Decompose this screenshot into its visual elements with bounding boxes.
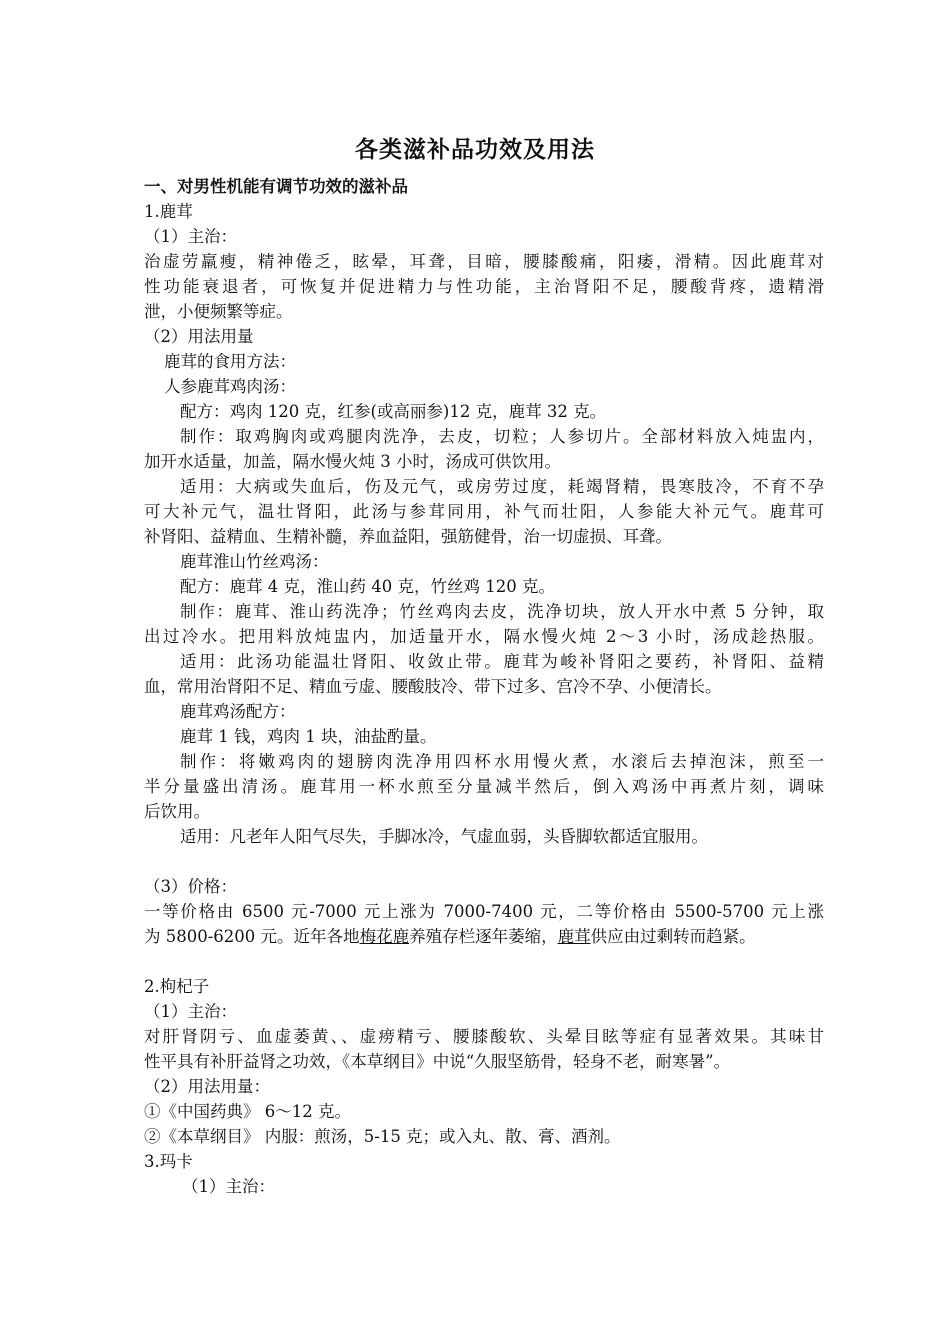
link-meihualu[interactable]: 梅花鹿	[359, 927, 410, 946]
recipe-name: 鹿茸淮山竹丝鸡汤：	[180, 552, 329, 571]
recipe-method-line: 半分量盛出清汤。鹿茸用一杯水煎至分量减半然后，倒入鸡汤中再煮片刻，调味	[144, 777, 824, 796]
recipe-method-line: 出过冷水。把用料放炖盅内，加适量开水，隔水慢火炖 2～3 小时，汤成趁热服。	[144, 627, 824, 646]
recipe-method-line: 制作：取鸡胸肉或鸡腿肉洗净，去皮，切粒；人参切片。全部材料放入炖盅内，	[180, 427, 824, 446]
recipe-usage-line: 适用：大病或失血后，伤及元气，或房劳过度，耗竭肾精，畏寒肢冷，不育不孕	[180, 477, 824, 496]
subheading-zhuzhi: （1）主治：	[144, 1002, 237, 1021]
recipe-formula: 配方：鹿茸 4 克，淮山药 40 克，竹丝鸡 120 克。	[180, 577, 555, 596]
recipe-usage-line: 补肾阳、益精血、生精补髓，养血益阳，强筋健骨，治一切虚损、耳聋。	[144, 527, 672, 546]
recipe-method-line: 制作：鹿茸、淮山药洗净；竹丝鸡肉去皮，洗净切块，放人开水中煮 5 分钟，取	[180, 602, 824, 621]
usage-item: ②《本草纲目》 内服：煎汤，5-15 克；或入丸、散、膏、酒剂。	[144, 1127, 621, 1146]
paragraph-line: 性平具有补肝益肾之功效，《本草纲目》中说“久服坚筋骨，轻身不老，耐寒暑”。	[144, 1052, 731, 1071]
recipe-formula: 鹿茸 1 钱，鸡肉 1 块，油盐酌量。	[180, 727, 437, 746]
recipe-usage-line: 适用：凡老年人阳气尽失，手脚冰冷，气虚血弱，头昏脚软都适宜服用。	[180, 827, 708, 846]
blank-line	[144, 849, 824, 874]
subheading-price: （3）价格：	[144, 877, 237, 896]
price-text: 供应由过剩转而趋紧。	[590, 927, 756, 946]
document-title: 各类滋补品功效及用法	[355, 137, 595, 163]
recipe-formula: 配方：鸡肉 120 克，红参(或高丽参)12 克，鹿茸 32 克。	[180, 402, 607, 421]
link-lurong[interactable]: 鹿茸	[557, 927, 591, 946]
recipe-method-line: 加开水适量，加盖，隔水慢火炖 3 小时，汤成可供饮用。	[144, 452, 561, 471]
paragraph-line: 对肝肾阴亏、血虚萎黄、、虚痨精亏、腰膝酸软、头晕目眩等症有显著效果。其味甘	[144, 1027, 824, 1046]
recipe-name: 人参鹿茸鸡肉汤：	[164, 377, 296, 396]
item-title-gouqi: 2.枸杞子	[144, 977, 210, 996]
subheading-zhuzhi: （1）主治：	[182, 1177, 275, 1196]
paragraph-line: 治虚劳羸瘦，精神倦乏，眩晕，耳聋，目暗，腰膝酸痛，阳痿，滑精。因此鹿茸对	[144, 252, 824, 271]
paragraph-line: 性功能衰退者，可恢复并促进精力与性功能，主治肾阳不足，腰酸背疼，遗精滑	[144, 277, 824, 296]
price-line: 一等价格由 6500 元-7000 元上涨为 7000-7400 元，二等价格由 5500-5700 元上涨	[144, 902, 824, 921]
subheading-usage: （2）用法用量：	[144, 1077, 270, 1096]
document-body	[144, 174, 824, 1199]
section-heading: 一、对男性机能有调节功效的滋补品	[144, 177, 408, 196]
recipe-usage-line: 血，常用治肾阳不足、精血亏虚、腰酸肢冷、带下过多、宫冷不孕、小便清长。	[144, 677, 722, 696]
usage-intro: 鹿茸的食用方法：	[164, 352, 296, 371]
recipe-method-line: 制作：将嫩鸡肉的翅膀肉洗净用四杯水用慢火煮，水滚后去掉泡沫，煎至一	[180, 752, 824, 771]
price-text: 为 5800-6200 元。近年各地	[144, 927, 360, 946]
recipe-method-line: 后饮用。	[144, 802, 210, 821]
recipe-name: 鹿茸鸡汤配方：	[180, 702, 296, 721]
blank-line	[144, 949, 824, 974]
item-title-lurong: 1.鹿茸	[144, 202, 193, 221]
price-line	[144, 924, 824, 949]
recipe-usage-line: 适用：此汤功能温壮肾阳、收敛止带。鹿茸为峻补肾阳之要药，补肾阳、益精	[180, 652, 824, 671]
subheading-zhuzhi: （1）主治：	[144, 227, 237, 246]
paragraph-line: 泄，小便频繁等症。	[144, 302, 293, 321]
item-title-maka: 3.玛卡	[144, 1152, 193, 1171]
recipe-usage-line: 可大补元气，温壮肾阳，此汤与参茸同用，补气而壮阳，人参能大补元气。鹿茸可	[144, 502, 824, 521]
price-text: 养殖存栏逐年萎缩，	[409, 927, 558, 946]
usage-item: ①《中国药典》 6～12 克。	[144, 1102, 351, 1121]
subheading-usage: （2）用法用量	[144, 327, 254, 346]
